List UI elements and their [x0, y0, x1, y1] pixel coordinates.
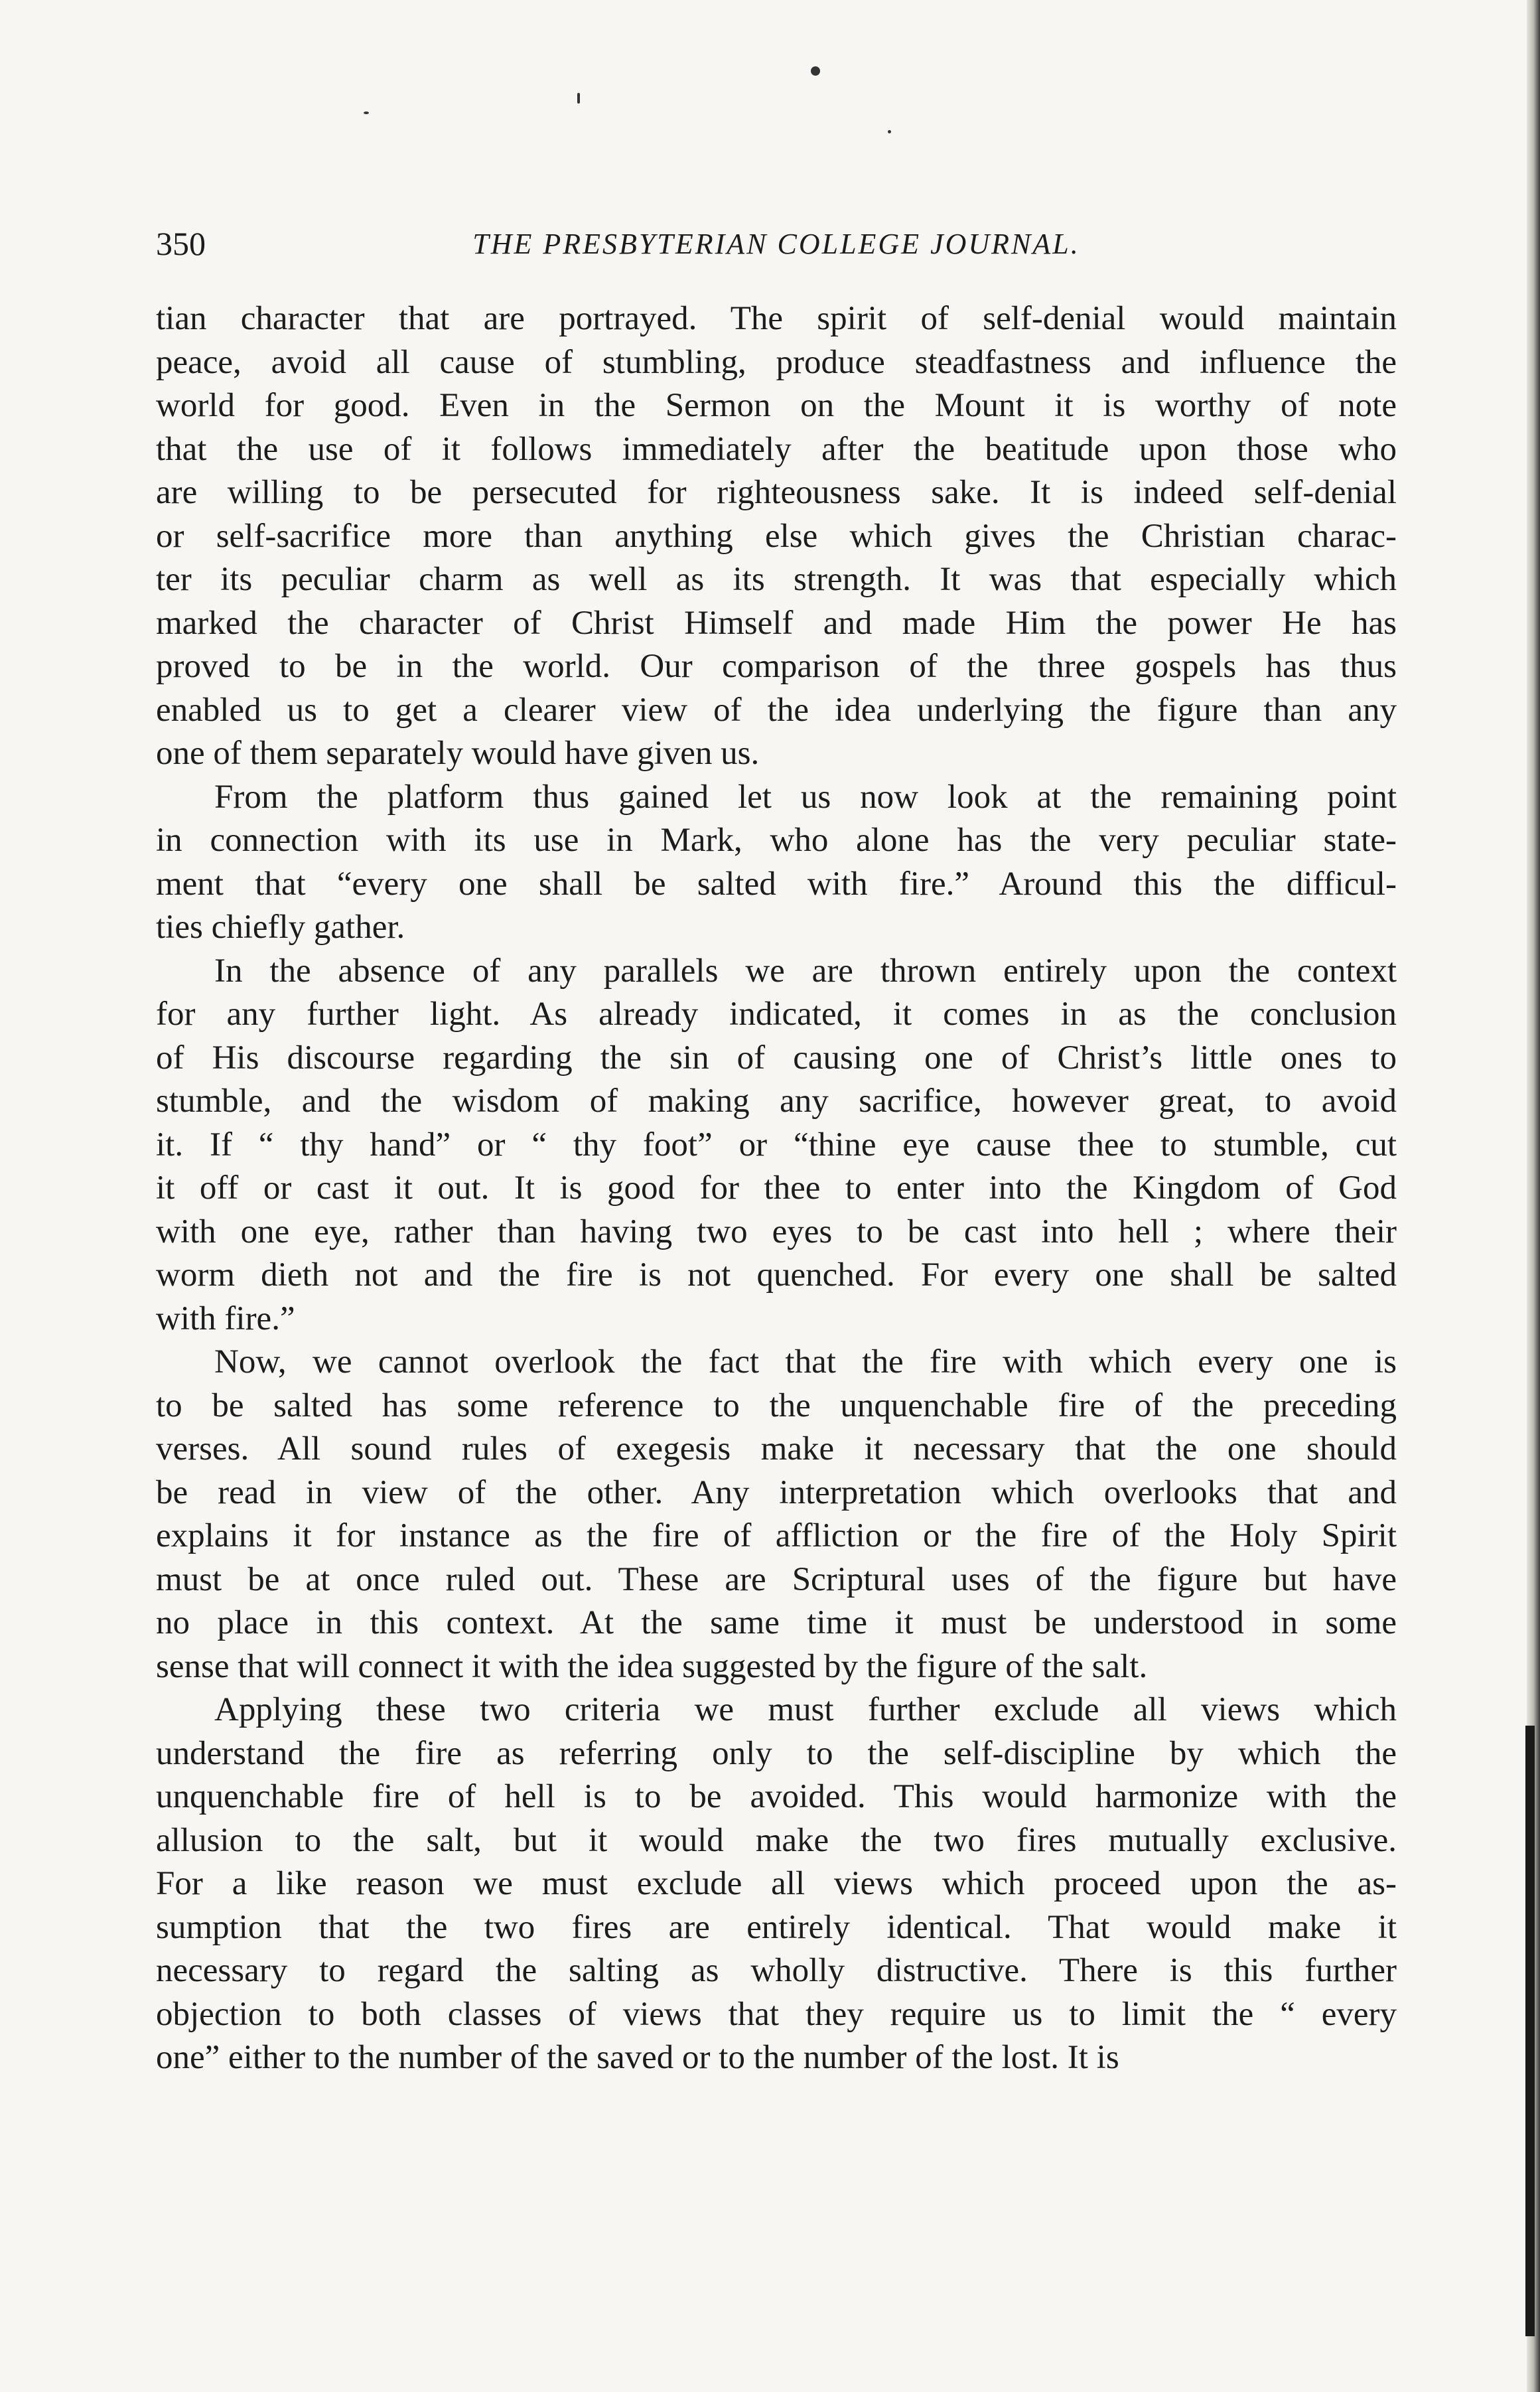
text-line: understand the fire as referring only to the self-discipline by which the — [156, 1734, 1397, 1772]
text-line: for any further light. As already indicated, it comes in as the conclusion — [156, 996, 1397, 1033]
scan-page-edge-shadow — [1525, 1726, 1535, 2336]
text-line: objection to both classes of views that they require us to limit the “ every — [156, 1995, 1397, 2033]
paragraph — [156, 1688, 1397, 2080]
text-line: worm dieth not and the fire is not quenched. For every one shall be salted — [156, 1256, 1397, 1294]
text-line: sumption that the two fires are entirely identical. That would make it — [156, 1908, 1397, 1946]
text-line: From the platform thus gained let us now look at the remaining point — [214, 778, 1397, 816]
text-line: enabled us to get a clearer view of the idea underlying the figure than any — [156, 691, 1397, 729]
text-line: of His discourse regarding the sin of causing one of Christ’s little ones to — [156, 1039, 1397, 1077]
text-line: In the absence of any parallels we are thrown entirely upon the context — [214, 952, 1397, 990]
text-line: For a like reason we must exclude all views which proceed upon the as- — [156, 1865, 1397, 1902]
text-line: it. If “ thy hand” or “ thy foot” or “thine eye cause thee to stumble, cut — [156, 1126, 1397, 1163]
text-line: Applying these two criteria we must further exclude all views which — [214, 1691, 1397, 1728]
text-line: one” either to the number of the saved or to the number of the lost. It is — [156, 2039, 1119, 2076]
text-line: it off or cast it out. It is good for thee to enter into the Kingdom of God — [156, 1169, 1397, 1207]
text-line: ties chiefly gather. — [156, 909, 405, 946]
text-line: in connection with its use in Mark, who alone has the very peculiar state- — [156, 822, 1397, 859]
running-title: THE PRESBYTERIAN COLLEGE JOURNAL. — [472, 228, 1080, 260]
text-line: world for good. Even in the Sermon on the Mount it is worthy of note — [156, 387, 1397, 424]
text-line: must be at once ruled out. These are Scriptural uses of the figure but have — [156, 1560, 1397, 1598]
text-line: marked the character of Christ Himself and made Him the power He has — [156, 604, 1397, 642]
text-line: with fire.” — [156, 1300, 295, 1337]
text-line: no place in this context. At the same time it must be understood in some — [156, 1604, 1397, 1641]
page-header — [156, 224, 1397, 271]
text-line: allusion to the salt, but it would make the two fires mutually exclusive. — [156, 1821, 1397, 1859]
text-line: one of them separately would have given us. — [156, 735, 760, 772]
text-line: be read in view of the other. Any interpretation which overlooks that and — [156, 1473, 1397, 1511]
text-line: with one eye, rather than having two eyes to be cast into hell ; where their — [156, 1213, 1397, 1250]
text-line: proved to be in the world. Our comparison of the three gospels has thus — [156, 648, 1397, 685]
scan-speck — [577, 93, 580, 104]
text-line: are willing to be persecuted for righteousness sake. It is indeed self-denial — [156, 474, 1397, 511]
scan-speck — [364, 112, 369, 114]
text-line: unquenchable fire of hell is to be avoided. This would harmonize with the — [156, 1778, 1397, 1815]
scan-speck — [811, 66, 820, 76]
text-line: ment that “every one shall be salted with fire.” Around this the difficul- — [156, 865, 1397, 903]
text-line: to be salted has some reference to the unquenchable fire of the preceding — [156, 1386, 1397, 1424]
article-body — [156, 297, 1397, 2080]
text-line: tian character that are portrayed. The spirit of self-denial would maintain — [156, 300, 1397, 337]
paragraph — [156, 297, 1397, 776]
paragraph — [156, 1341, 1397, 1688]
page-number: 350 — [156, 225, 206, 262]
text-line: Now, we cannot overlook the fact that the fire with which every one is — [214, 1343, 1397, 1381]
paragraph — [156, 950, 1397, 1341]
text-line: stumble, and the wisdom of making any sacrifice, however great, to avoid — [156, 1083, 1397, 1120]
text-line: or self-sacrifice more than anything else which gives the Christian charac- — [156, 517, 1397, 555]
text-line: necessary to regard the salting as wholly distructive. There is this further — [156, 1952, 1397, 1989]
text-line: that the use of it follows immediately after the beatitude upon those who — [156, 430, 1397, 468]
scan-speck — [888, 130, 891, 133]
paragraph — [156, 776, 1397, 950]
text-line: explains it for instance as the fire of affliction or the fire of the Holy Spirit — [156, 1517, 1397, 1554]
text-line: ter its peculiar charm as well as its strength. It was that especially which — [156, 561, 1397, 598]
text-line: sense that will connect it with the idea suggested by the figure of the salt. — [156, 1647, 1148, 1685]
text-line: verses. All sound rules of exegesis make it necessary that the one should — [156, 1430, 1397, 1467]
text-line: peace, avoid all cause of stumbling, produce steadfastness and influence the — [156, 343, 1397, 381]
